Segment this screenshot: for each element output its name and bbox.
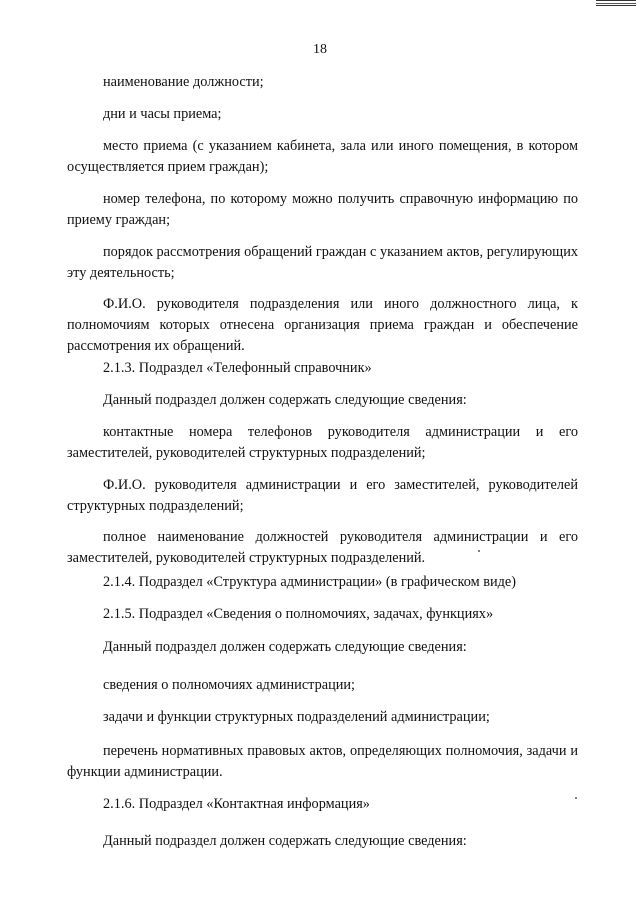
paragraph-admin-powers: сведения о полномочиях администрации; (103, 677, 356, 693)
paragraph-contact-numbers: контактные номера телефонов руководителя администрации и его заместителей, руководителей структурных подразделений; (67, 424, 578, 461)
section-heading-2-1-3: 2.1.3. Подраздел «Телефонный справочник» (103, 360, 372, 376)
paragraph-section-intro: Данный подраздел должен содержать следующие сведения: (103, 833, 467, 849)
scan-speck (478, 550, 480, 552)
section-heading-2-1-5: 2.1.5. Подраздел «Сведения о полномочиях, задачах, функциях» (103, 606, 494, 622)
scan-speck (575, 797, 577, 799)
paragraph-review-procedure: порядок рассмотрения обращений граждан с указанием актов, регулирующих эту деятельность; (67, 244, 578, 281)
paragraph-section-intro: Данный подраздел должен содержать следующие сведения: (103, 392, 467, 408)
section-heading-2-1-4: 2.1.4. Подраздел «Структура администрации» (в графическом виде) (103, 574, 517, 590)
paragraph-admin-fio: Ф.И.О. руководителя администрации и его заместителей, руководителей структурных подразделений; (67, 477, 578, 514)
paragraph-position-name: наименование должности; (103, 74, 264, 90)
paragraph-reception-place: место приема (с указанием кабинета, зала или иного помещения, в котором осуществляется прием граждан); (67, 138, 578, 175)
paragraph-legal-acts-list: перечень нормативных правовых актов, определяющих полномочия, задачи и функции администрации. (67, 743, 578, 780)
paragraph-phone-number: номер телефона, по которому можно получить справочную информацию по приему граждан; (67, 191, 578, 228)
scan-corner-mark (596, 0, 636, 6)
section-heading-2-1-6: 2.1.6. Подраздел «Контактная информация» (103, 796, 370, 812)
paragraph-head-fio: Ф.И.О. руководителя подразделения или иного должностного лица, к полномочиям которых отнесена организация приема граждан и обеспечение рассмотрения их обращений. (67, 296, 578, 354)
page-number: 18 (313, 42, 327, 57)
paragraph-tasks-functions: задачи и функции структурных подразделений администрации; (103, 709, 490, 725)
paragraph-reception-days: дни и часы приема; (103, 106, 222, 122)
paragraph-full-position-names: полное наименование должностей руководителя администрации и его заместителей, руководителей структурных подразделений. (67, 529, 578, 566)
paragraph-section-intro: Данный подраздел должен содержать следующие сведения: (103, 639, 467, 655)
